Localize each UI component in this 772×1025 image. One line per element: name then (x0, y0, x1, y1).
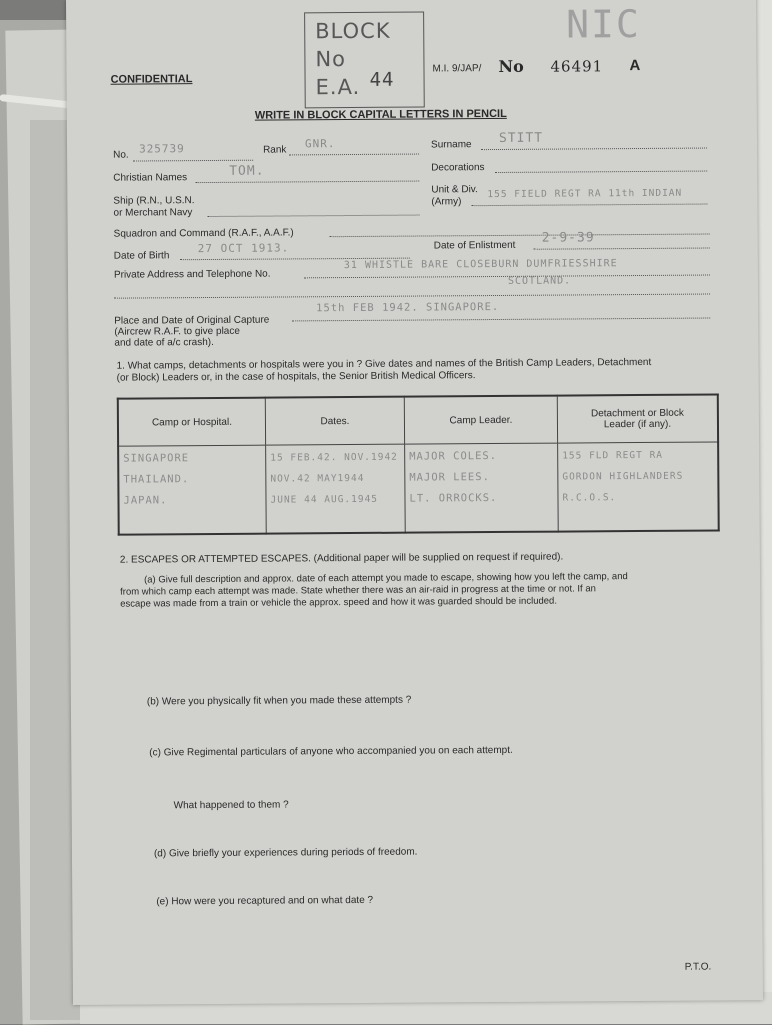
address-line-2 (114, 294, 710, 299)
unit-line (471, 204, 707, 207)
stamp-number: 44 (369, 68, 395, 91)
enlistment-line (534, 248, 710, 250)
address-value-2: SCOTLAND. (507, 275, 572, 287)
ref-suffix: A (629, 56, 641, 75)
block-stamp (304, 12, 425, 109)
unit-label-2: (Army) (431, 196, 462, 208)
surname-line (481, 148, 707, 151)
q2a-line-3: escape was made from a train or vehicle the approx. speed and how it was guarded should be included. (120, 595, 557, 610)
service-no-value: 325739 (138, 142, 185, 156)
address-value-1: 31 WHISTLE BARE CLOSEBURN DUMFRIESSHIRE (343, 258, 618, 272)
q2e-text: (e) How were you recaptured and on what date ? (156, 894, 374, 908)
q1-text-1: 1. What camps, detachments or hospitals were you in ? Give dates and names of the British Camp Leaders, Detachment (116, 356, 652, 372)
ship-label-1: Ship (R.N., U.S.N. (113, 195, 195, 207)
dob-label: Date of Birth (113, 250, 170, 262)
stamp-line-3: E.A. (315, 74, 361, 100)
squadron-line (330, 234, 710, 238)
detachment-3: R.C.O.S. (562, 492, 617, 504)
mi-reference: M.I. 9/JAP/ (432, 63, 482, 75)
leader-2: MAJOR LEES. (409, 471, 490, 484)
camp-1: SINGAPORE (123, 452, 190, 465)
detachment-1: 155 FLD REGT RA (562, 449, 664, 462)
unit-value: 155 FIELD REGT RA 11th INDIAN (487, 187, 683, 201)
christian-names-label: Christian Names (113, 172, 188, 184)
nc-mark: NIC (566, 1, 641, 47)
ref-number: 46491 (550, 57, 604, 76)
surname-label: Surname (430, 139, 472, 151)
ship-label-2: or Merchant Navy (113, 207, 193, 219)
instruction-heading: WRITE IN BLOCK CAPITAL LETTERS IN PENCIL (254, 107, 507, 122)
camp-3: JAPAN. (123, 494, 168, 507)
header-detachment-leader: Detachment or Block Leader (if any). (557, 394, 718, 443)
dates-3: JUNE 44 AUG.1945 (270, 493, 379, 506)
decorations-line (495, 171, 707, 173)
ship-line (208, 215, 420, 217)
q2-heading: 2. ESCAPES OR ATTEMPTED ESCAPES. (Additional paper will be supplied on request if required). (119, 551, 564, 566)
header-camp-leader: Camp Leader. (404, 396, 557, 445)
dates-cell (266, 444, 406, 533)
leader-1: MAJOR COLES. (409, 450, 498, 463)
christian-names-value: TOM. (229, 163, 265, 179)
camp-2: THAILAND. (123, 473, 190, 486)
squadron-label: Squadron and Command (R.A.F., A.A.F.) (113, 227, 294, 240)
camps-cell (118, 445, 266, 535)
enlistment-value: 2-9-39 (541, 230, 595, 246)
detachment-2: GORDON HIGHLANDERS (562, 470, 684, 483)
form-sheet (66, 0, 763, 1005)
q2a-line-1: (a) Give full description and approx. date of each attempt you made to escape, showing how you left the camp, and (144, 571, 628, 586)
q2b-text: (b) Were you physically fit when you made these attempts ? (146, 694, 412, 708)
surname-value: STITT (498, 130, 544, 146)
dob-value: 27 OCT 1913. (197, 241, 290, 256)
leader-3: LT. ORROCKS. (409, 492, 498, 505)
table-header-row (118, 394, 718, 446)
dates-1: 15 FEB.42. NOV.1942 (270, 451, 398, 464)
stamp-line-1: BLOCK (315, 18, 391, 44)
decorations-label: Decorations (431, 162, 485, 174)
address-label: Private Address and Telephone No. (113, 268, 271, 281)
capture-label-2: (Aircrew R.A.F. to give place (114, 325, 240, 338)
q2a-line-2: from which camp each attempt was made. State whether there was an air-raid in progress at the time or not. If an (120, 583, 596, 598)
capture-label-1: Place and Date of Original Capture (114, 314, 270, 327)
leaders-cell (405, 443, 559, 533)
unit-label-1: Unit & Div. (431, 184, 478, 196)
dates-2: NOV.42 MAY1944 (270, 472, 365, 485)
stamp-line-2: No (315, 47, 347, 72)
rank-label: Rank (263, 144, 287, 156)
confidential-label: CONFIDENTIAL (110, 73, 193, 86)
capture-label-3: and date of a/c crash). (114, 336, 214, 349)
enlistment-label: Date of Enlistment (433, 239, 516, 252)
camps-table (117, 393, 720, 535)
q2c-text: (c) Give Regimental particulars of anyone who accompanied you on each attempt. (149, 744, 513, 759)
table-row (118, 442, 719, 535)
pto-label: P.T.O. (684, 961, 712, 973)
capture-value: 15th FEB 1942. SINGAPORE. (316, 300, 500, 315)
rank-value: GNR. (304, 137, 336, 151)
service-no-line (133, 160, 253, 162)
header-camp: Camp or Hospital. (118, 398, 266, 447)
ref-no-label: No (498, 56, 524, 76)
capture-line (292, 318, 710, 322)
q1-text-2: (or Block) Leaders or, in the case of hospitals, the Senior British Medical Officers. (116, 370, 476, 384)
q2c-followup: What happened to them ? (173, 799, 289, 812)
rank-line (289, 154, 419, 156)
detachment-cell (558, 442, 719, 532)
header-dates: Dates. (265, 397, 404, 445)
q2d-text: (d) Give briefly your experiences during periods of freedom. (153, 846, 418, 860)
service-no-label: No. (113, 149, 129, 161)
christian-names-line (195, 181, 419, 184)
